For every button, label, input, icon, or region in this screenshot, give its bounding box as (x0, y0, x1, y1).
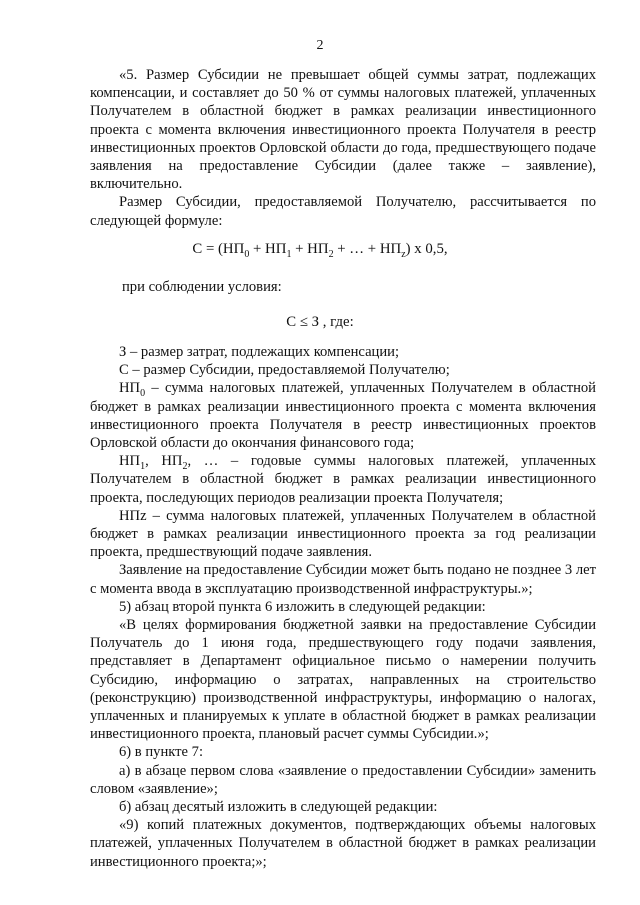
condition-intro: при соблюдении условия: (122, 279, 282, 295)
definition-c: С – размер Субсидии, предоставляемой Получателю; (119, 362, 450, 379)
definition-np0: $НП_0$ – сумма налоговых платежей, уплаченных Получателем в областной бюджет в рамках реализации инвестиционного проекта с момента включения инвестиционного проекта Получателя в реестр инвестиционных проектов Орловской области до окончания финансового года; (90, 380, 596, 452)
paragraph-subsidy-size: «5. Размер Субсидии не превышает общей суммы затрат, подлежащих компенсации, и составляет до 50 % от суммы налоговых платежей, уплаченных Получателем в областной бюджет в рамках реализации инвестиционного проекта с момента включения инвестиционного проекта Получателя в реестр инвестиционных проектов Орловской области до года, предшествующего подаче заявления на предоставление Субсидии (далее также – заявление), включительно. (90, 67, 596, 193)
definition-z: З – размер затрат, подлежащих компенсации; (119, 344, 400, 360)
section-top (90, 66, 596, 230)
condition-formula: С ≤ З , где: (286, 314, 354, 330)
definition-np1-np2: $НП_1$, $НП_2$, … – годовые суммы налоговых платежей, уплаченных Получателем в областной бюджет в рамках реализации инвестиционного проекта, последующих периодов реализации проекта Получателя; (90, 453, 596, 506)
item-6: 6) в пункте 7: (119, 744, 204, 761)
item-5: 5) абзац второй пункта 6 изложить в следующей редакции: (119, 598, 486, 615)
quote-paragraph-9: «9) копий платежных документов, подтверждающих объемы налоговых платежей, уплаченных Получателем в областной бюджет в рамках реализации инвестиционного проекта;»; (90, 817, 596, 870)
paragraph-formula-intro: Размер Субсидии, предоставляемой Получателю, рассчитывается по следующей формуле: (90, 194, 596, 229)
subsidy-formula: $С = (НП_0 + НП_1 + НП_2$ + … + $НП_z$) х 0,5, (192, 241, 448, 260)
page-number: 2 (316, 38, 324, 53)
section-definitions (90, 343, 596, 871)
definition-npz: НПz – сумма налоговых платежей, уплаченных Получателем в областной бюджет в рамках реализации инвестиционного проекта за год реализации проекта, предшествующий подаче заявления. (90, 507, 596, 561)
paragraph-deadline: Заявление на предоставление Субсидии может быть подано не позднее 3 лет с момента ввода в эксплуатацию производственной инфраструктуры.»; (90, 562, 596, 597)
item-a: а) в абзаце первом слова «заявление о предоставлении Субсидии» заменить словом «заявление»; (90, 762, 596, 797)
item-b: б) абзац десятый изложить в следующей редакции: (119, 799, 438, 816)
quote-paragraph-6: «В целях формирования бюджетной заявки на предоставление Субсидии Получатель до 1 июня года, предшествующего году подачи заявления, представляет в Департамент официальное письмо о намерении получить Субсидию, информацию о затратах, направленных на строительство (реконструкцию) производственной инфраструктуры, информацию о налогах, уплаченных и планируемых к уплате в областной бюджет в рамках реализации инвестиционного проекта, плановый расчет суммы Субсидии.»; (90, 617, 596, 743)
